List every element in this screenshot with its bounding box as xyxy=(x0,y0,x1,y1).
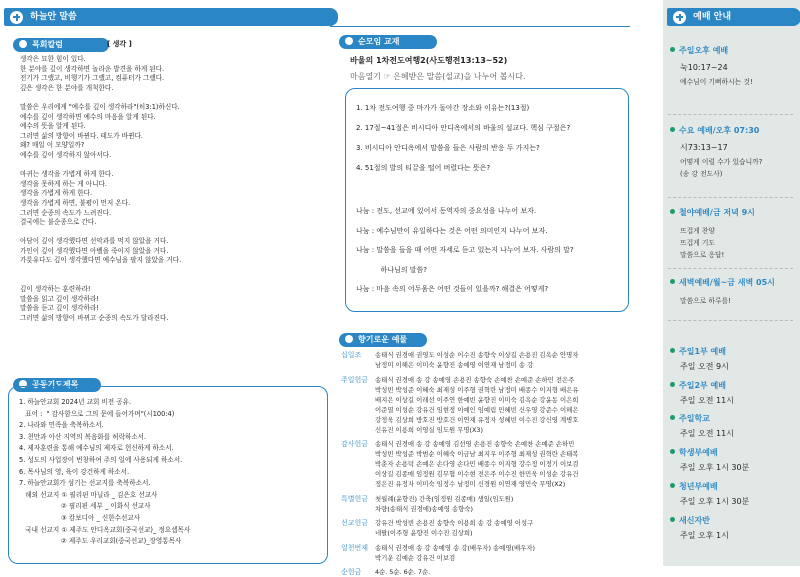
prayer-line: 4. 제자훈련을 통해 예수님의 제자로 헌신하게 하소서. xyxy=(19,444,174,453)
prayer-line: 6. 목사님의 영, 육이 강건하게 하소서. xyxy=(19,467,130,476)
column-tag: [ 생각 ] xyxy=(107,40,132,48)
column-line: 생각을 못하게 하는 게 아니다. xyxy=(20,179,107,188)
column-line: 마귀는 생각을 가볍게 하게 한다. xyxy=(20,170,114,179)
service-dawn: 새벽예배/월~금 새벽 05시 말씀으로 하루를! xyxy=(670,277,795,305)
schedule-sunday-school: 주일학교 주일 오전 11시 xyxy=(670,413,795,439)
header-rule xyxy=(330,26,630,27)
study-subtitle: 마음열기 ☞ 은혜받은 말씀(설교)을 나누어 봅시다. xyxy=(350,72,526,81)
worship-tab: 예배 안내 xyxy=(667,8,800,26)
offering-category: 주일헌금 xyxy=(341,375,369,384)
offering-name-line: 첫월례(윤향진) 간축(임정원 김종매) 생일(임도원) xyxy=(375,494,514,503)
column-line: 생각을 가볍게 하면, 불평이 먼저 온다. xyxy=(20,198,131,207)
prayer-line: 7. 하늘안교회가 섬기는 선교지를 축복하소서. xyxy=(19,479,151,488)
offering-name-line: 강유건 박성빈 손용진 송향숙 이용희 송 강 송예영 이성구 xyxy=(375,519,534,527)
study-box xyxy=(345,88,629,312)
prayer-line: 표어 : " 감사함으로 그의 문에 들어가며"(시100:4) xyxy=(19,409,175,418)
column-line: 아담이 깊이 생각했다면 선악과를 먹지 않았을 거다. xyxy=(20,237,169,246)
offering-name-line: 송태식 권경애 송 강 송예영 손용진 송향숙 손예찬 손예준 손하민 전은주 xyxy=(375,375,575,384)
offering-names xyxy=(375,494,513,514)
schedule-students: 학생부예배 주일 오후 1시 30분 xyxy=(670,447,795,473)
column-line: 그러면 삶의 방향이 바뀌고 순종의 속도가 달라진다. xyxy=(20,314,169,323)
prayer-line: 5. 성도의 사업장이 번창하여 주의 일에 사용되게 하소서. xyxy=(19,455,183,464)
study-share: 나눔 : 말씀을 들을 때 어떤 자세로 듣고 있는지 나누어 보자. 사람의 말? xyxy=(356,246,574,254)
offering-name-line: 차량(송태식 권경애)송예영 송향숙) xyxy=(375,504,473,513)
offering-names xyxy=(375,543,535,563)
study-share: 나눔 : 전도, 선교에 있어서 동역자의 중요성을 나누어 보자. xyxy=(356,207,537,215)
column-line: 말씀을 듣고 깊이 생각하라! xyxy=(20,304,99,313)
plus-icon xyxy=(10,11,23,24)
offering-name-line: 남정미 이해은 이미숙 윤향진 송예영 이연재 남정미 송 강 xyxy=(375,361,534,369)
bullet-icon xyxy=(19,40,27,48)
offering-name-line: 송태식 권경애 송 강 송예영 김선영 손용진 송향숙 손예찬 손예준 손하민 xyxy=(375,440,575,448)
header-tab xyxy=(4,8,338,26)
offering-category: 특별헌금 xyxy=(341,494,369,503)
service-wednesday: 수요 예배/오후 07:30 시73:13~17 어떻게 이럴 수가 있습니까? (송 강 전도사) xyxy=(670,125,795,178)
divider xyxy=(668,197,793,198)
offering-category: 선교헌금 xyxy=(341,519,369,527)
offering-name-line: 신유진 이용희 이영실 임도원 무명(X3) xyxy=(375,425,483,434)
prayer-line: ② 필리핀 세부 _ 이화식 선교사 xyxy=(19,502,151,511)
schedule-newcomers: 새신자반 주일 오후 1시 xyxy=(670,515,795,541)
bullet-icon xyxy=(345,37,353,45)
divider xyxy=(668,268,793,269)
offering-names xyxy=(375,350,578,370)
divider xyxy=(668,114,793,115)
study-question: 4. 51절의 발의 티끌을 떨어 버렸다는 뜻은? xyxy=(356,164,491,172)
column-line: 말씀을 읽고 깊이 생각하라! xyxy=(20,294,99,303)
column-line xyxy=(20,228,330,238)
study-question: 3. 비시디아 안디옥에서 말씀을 들은 사람의 반응 두 가지는? xyxy=(356,144,540,152)
offering-category: 순헌금 xyxy=(341,568,362,576)
service-sunday-afternoon: 주일오후 예배 눅10:17~24 예수님이 기뻐하시는 것! xyxy=(670,45,795,86)
column-line: 예수를 깊이 생각하면 예수의 마음을 알게 된다. xyxy=(20,112,156,121)
offering-name-line: 4순. 5순. 6순. 7순. xyxy=(375,568,431,576)
column-line: 결국에는 불순종으로 간다. xyxy=(20,218,97,227)
service-friday-night: 철야예배/금 저녁 9시 뜨겁게 찬양 뜨겁게 기도 말씀으로 응답! xyxy=(670,207,795,259)
schedule-youth: 청년부예배 주일 오후 1시 30분 xyxy=(670,481,795,507)
study-section-title: 순모임 교재 xyxy=(339,35,437,49)
column-line: 생각은 묘한 힘이 있다. xyxy=(20,55,86,63)
offering-name-line: 정은진 유정자 이미숙 임정수 남정미 신경원 이연재 영민숙 무명(X2) xyxy=(375,480,566,488)
column-line: 깊은 생각은 한 분야를 개척한다. xyxy=(20,83,114,92)
study-question: 2. 17절~41절은 비시디아 안디옥에서의 바울의 설교다. 핵심 구절은? xyxy=(356,124,571,132)
divider xyxy=(668,320,793,321)
column-line: 전기가 그랬고, 비행기가 그랬고, 컴퓨터가 그랬다. xyxy=(20,74,165,83)
offering-name-line: 이준열 이성순 강유건 임현정 이예인 임예림 민혜빈 신우영 강준수 이해은 xyxy=(375,405,579,414)
column-section-title: 목회칼럼 xyxy=(13,38,109,52)
offering-name-line: 네팔(이주형 윤향진 이수진 김상희) xyxy=(375,529,473,537)
column-line: 그러면 순종의 속도가 느려진다. xyxy=(20,208,112,217)
column-line xyxy=(20,161,330,171)
prayer-box xyxy=(8,386,328,564)
offering-name-line: 박춘자 손용덕 손예은 손다영 손다민 배종수 이지형 강수정 이정기 이보검 xyxy=(375,460,579,468)
study-title: 바울의 1차전도여행2(사도행전13:13~52) xyxy=(350,56,508,65)
column-line xyxy=(20,93,330,103)
prayer-line: 3. 천만과 아산 지역의 복음화를 허락하소서. xyxy=(19,432,147,441)
column-line: 생각을 가볍게 하게 한다. xyxy=(20,189,93,198)
offering-category: 감사헌금 xyxy=(341,440,369,448)
offering-names xyxy=(375,439,578,489)
offering-category: 십일조 xyxy=(341,351,362,359)
offering-name-line: 강정욱 김상희 방호진 방호건 이연재 유정자 성혜빈 이수진 강신영 계병호 xyxy=(375,415,579,424)
column-line: 왜? 매일 이 모양일까? xyxy=(20,141,85,150)
schedule-sunday-1: 주일1부 예배 주일 오전 9시 xyxy=(670,346,795,372)
offering-section-title: 향기로운 예물 xyxy=(339,333,427,347)
prayer-line: 1. 하늘안교회 2024년 교회 비전 공유. xyxy=(19,398,132,406)
column-line xyxy=(20,276,330,286)
offering-name-line: 박성빈 박성준 이혜숙 최재성 이주형 권혁란 남정미 배종수 이지형 배은유 xyxy=(375,385,579,394)
column-line: 그러면 삶의 방향이 바뀐다. 태도가 바뀐다. xyxy=(20,131,143,140)
column-line: 말씀은 우리에게 "예수를 깊이 생각하라"(히3:1)하신다. xyxy=(20,102,180,111)
header-title: 하늘안 말씀 xyxy=(30,12,77,22)
offering-name-line: 송태식 권경애 송 강 송예영 송 강(배우자) 송예영(배우자) xyxy=(375,543,536,552)
offering-category: 일천번제 xyxy=(341,543,369,552)
study-share: 나눔 : 마음 속의 어두움은 어떤 것들이 있을까? 해결은 어떻게? xyxy=(356,285,549,293)
column-line: 가룟유다도 깊이 생각했다면 예수님을 팔지 않았을 거다. xyxy=(20,256,182,265)
column-line xyxy=(20,266,330,276)
prayer-line: ③ 캄보디아 _ 신한수선교사 xyxy=(19,513,141,522)
column-line: 예수의 뜻을 알게 된다. xyxy=(20,122,86,131)
offering-names xyxy=(375,375,578,435)
offering-name-line: 박성빈 박성준 박범순 이혜숙 이금남 최지우 이주형 최재성 권혁란 손태복 xyxy=(375,450,579,458)
column-line: 깊이 생각하는 훈련하라! xyxy=(20,285,91,294)
column-line: 예수를 깊이 생각하지 않아서다. xyxy=(20,150,112,159)
bullet-icon xyxy=(345,335,353,343)
offering-list xyxy=(341,350,631,576)
study-question: 1. 1차 전도여행 중 마가가 돌아간 장소와 이유는?(13절) xyxy=(356,104,530,112)
prayer-line: 국내 선교지 ① 제주도 안디옥교회(중국선교)_ 정요셉목사 xyxy=(19,525,191,534)
prayer-line: 2. 나라와 민족을 축복하소서. xyxy=(19,421,104,430)
column-line: 가인이 깊이 생각했다면 아벨을 죽이지 않았을 거다. xyxy=(20,246,169,255)
plus-icon xyxy=(673,11,686,24)
prayer-section-title: 공동기도제목 xyxy=(13,378,101,392)
offering-name-line: 배지은 이상길 이래선 이주연 한예빈 윤향진 이미숙 김옥순 강윤동 이은희 xyxy=(375,395,579,404)
offering-names xyxy=(375,567,430,577)
study-share: 나눔 : 예수님만이 유일하다는 것은 어떤 의미인지 나누어 보자. xyxy=(356,226,548,235)
study-share: 하나님의 말씀? xyxy=(356,265,427,274)
column-line: 한 분야를 깊이 생각하면 놀라운 발견을 하게 된다. xyxy=(20,64,165,73)
prayer-line: 해외 선교지 ① 필리핀 마닐라 _ 김은호 선교사 xyxy=(19,490,158,499)
schedule-sunday-2: 주일2부 예배 주일 오전 11시 xyxy=(670,380,795,406)
offering-name-line: 송태식 권경애 권영도 이성순 이수진 송향숙 이상길 손용진 김옥순 안명자 xyxy=(375,351,579,359)
column-body xyxy=(20,55,330,324)
offering-name-line: 이상길 김종매 임정원 김무협 이수현 전은주 이수진 한민욱 이성순 강유건 xyxy=(375,470,579,478)
offering-names xyxy=(375,518,533,538)
prayer-line: ② 제주도 우리교회(중국선교)_장영통목사 xyxy=(19,537,182,546)
offering-name-line: 박기운 김예순 강유건 이보검 xyxy=(375,553,456,562)
